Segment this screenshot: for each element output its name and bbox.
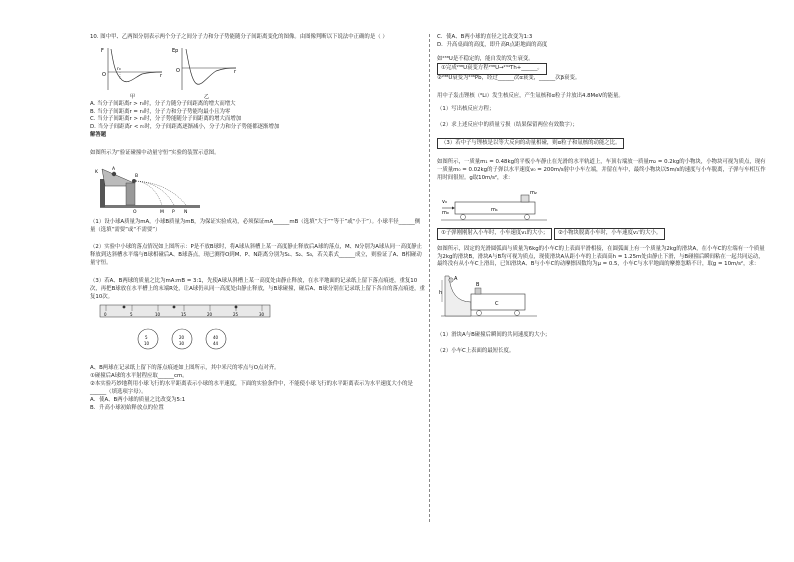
bullet-label-m0: m₀ [442, 209, 449, 216]
fusion-question-1: （1）写出核反应方程； [437, 105, 495, 112]
column-divider [429, 34, 430, 522]
fusion-intro: 用中子轰击锂核（⁶Li）发生核反应，产生氚核和α粒子并放出4.8MeV的能量。 [437, 93, 624, 100]
q10-option-a: A. 当分子间距离r > r₀时，分子力随分子间距离的增大而增大 [90, 100, 236, 107]
exp-label-O: O [133, 209, 137, 213]
dial-number-30: 30 [179, 341, 185, 347]
ruler-label-30: 30 [259, 312, 265, 318]
ruler-label-15: 15 [181, 312, 187, 318]
exp-label-P: P [172, 209, 175, 213]
graph-jia-label: 甲 [130, 93, 136, 100]
exp-question-4b: ②本实验巧妙地利用小球飞行的水平距离表示小球的水平速度，下面的实验条件中，不能使小球飞行的水平距离表示为水平速度大小的是______（填选项字母）。 [90, 381, 413, 395]
exp-question-4a: ①碰撞后A球的水平射程应取______cm。 [90, 373, 188, 380]
fusion-question-3: （3）若中子与锂核是以等大反向的动量相碰，则α粒子和氚核的动能之比。 [437, 138, 624, 150]
bullet-cart-figure [439, 186, 549, 226]
molecule-force-graphs [96, 44, 246, 100]
exp-question-3: （3）若A、B两球的质量之比为mA:mB = 3:1，先使A球从斜槽上某一高度处由静止释放，在水平地面的记录纸上留下落点痕迹，重复10次，再把B球放在水平槽上的末端R处，让A球仍从同一高度处由静止释放，与B球碰撞，碰后A、B球分别在记录纸上留下各自的落点痕迹，重复10次。 [90, 277, 425, 300]
dial-number-5: 5 [145, 335, 148, 341]
decay-question-1: ①完成²³⁸U衰变方程²³⁸U→²³⁴Th+______。 [437, 63, 547, 75]
ruler-label-20: 20 [207, 312, 213, 318]
decay-intro: 如²³⁸U是不稳定的，能自发的发生衰变。 [437, 55, 534, 62]
dial-number-10: 10 [144, 341, 150, 347]
bullet-label-m2: m₂ [530, 189, 537, 196]
exp-question-1: （1）设小球A质量为mA，小球B质量为mB，为保证实验成功，必须保证mA______mB（选填“大于”“等于”或“小于”）。小球半径______侧量（选填“需要”或“不需要”） [90, 218, 421, 233]
exp-question-4-option-a: A．使A、B两小球的质量之比改变为5:1 [90, 396, 186, 403]
right-column [437, 34, 767, 356]
slide-problem-stem: 如图所示，固定的光滑圆弧面与质量为6kg的小车C的上表面平滑相接，在圆弧面上有一个质量为2kg的滑块A，在小车C的左端有一个质量为2kg的滑块B，滑块A与B均可视为质点，现使滑块A从距小车的上表面高h = 1.25m处由静止下滑，与B碰撞后瞬间粘在一起共同运动，最终没有从小车C上滑出，已知滑块A、B与小车C的动摩擦因数均为μ = 0.5，小车C与水平地面的摩擦忽略不计，取g = 10m/s²，求： [437, 245, 765, 268]
bullet-question-2: ②小物块脱离小车时，小车速度v₁'的大小。 [554, 228, 665, 240]
arc-slide-figure [439, 272, 539, 322]
slide-label-C: C [495, 301, 499, 308]
graph-yi [172, 48, 237, 100]
cont-option-d: D．升高桌面的高度，即升高R点距地面的高度 [437, 41, 548, 48]
experiment-intro: 如图所示为“验证碰撞中动量守恒”实验的装置示意图。 [90, 149, 220, 156]
ruler-label-10: 10 [155, 312, 161, 318]
left-column [90, 34, 425, 412]
q10-option-d: D. 当分子间距离r < r₀时，分子间距离逐渐减小，分子力和分子势能都逐渐增加 [90, 124, 280, 131]
exp-label-B: B [135, 173, 139, 179]
slide-label-A: A [454, 276, 458, 283]
exp-question-4-option-b: B．升高小球初始释放点的位置 [90, 404, 164, 411]
ruler-label-5: 5 [130, 312, 133, 318]
q10-stem: 10. 图中甲、乙两图分别表示两个分子之间分子力和分子势能随分子间距离变化的图像。由图像判断以下说法中正确的是（ ） [90, 34, 388, 40]
dial-number-20: 20 [179, 335, 185, 341]
decay-question-2: ②²³⁸U衰变为²⁰⁶Pb，经过______次α衰变，______次β衰变。 [437, 75, 581, 82]
graph-yi-O: O [176, 67, 180, 74]
exp-label-M: M [160, 209, 164, 213]
dial-number-40: 40 [213, 335, 219, 341]
ruler-label-0: 0 [104, 312, 107, 318]
graph-jia [101, 48, 163, 100]
graph-yi-label: 乙 [204, 93, 210, 100]
exp-label-K: K [95, 169, 98, 175]
dial-number-44: 44 [213, 341, 219, 347]
graph-jia-r0: r₀ [117, 66, 121, 72]
collision-apparatus-figure [94, 161, 204, 213]
ruler-label-25: 25 [233, 312, 239, 318]
bullet-label-v0: v₀ [442, 198, 447, 205]
slide-label-B: B [476, 282, 480, 289]
slide-label-h: h [439, 290, 443, 297]
bullet-label-m1: m₁ [491, 206, 498, 213]
slide-question-1: （1）滑块A与B碰撞后瞬间的共同速度的大小； [437, 332, 551, 339]
graph-yi-r: r [234, 68, 237, 75]
q10-option-c: C. 当分子间距离r > r₀时，分子势能随分子间距离的增大而增加 [90, 116, 242, 123]
exp-label-A: A [112, 166, 116, 172]
q10-option-b: B. 当分子间距离r = r₀时，分子力和分子势能均最小且为零 [90, 108, 231, 115]
exp-label-N: N [184, 209, 188, 213]
exp-question-2: （2）实验中小球的落点情况如上图所示：P是不放B球时，将A球从斜槽上某一高度静止释放后A球的落点，M、N分别为A球从同一高度静止释放到达斜槽水平端与B球相碰后A、B球落点，现已测得O到M、P、N距离分别为S₁、S₂、S₃，若关系式______成立，则验证了A、B相碰动量守恒。 [90, 244, 423, 267]
bullet-question-1: ①子弹刚刚射入小车时，小车速度v₁的大小； [437, 228, 552, 240]
fusion-question-2: （2）求上述反应中的质量亏损（结果保留两位有效数字）； [437, 121, 578, 128]
section-title: 解答题 [90, 132, 107, 139]
cont-option-c: C．使A、B两小球的直径之比改变为1:3 [437, 34, 533, 40]
graph-jia-r: r [160, 72, 163, 79]
exp-question-4: A、B两球在记录纸上留下的落点痕迹如上图所示，其中米尺的零点与O点对齐。 [90, 365, 280, 372]
ruler-and-dials-figure [96, 303, 276, 363]
slide-question-2: （2）小车C上表面的最短长度。 [437, 348, 515, 355]
graph-jia-F: F [101, 47, 104, 54]
bullet-problem-stem: 如图所示，一质量m₁ = 0.48kg的平板小车静止在光滑的水平轨道上，车顶右端放一质量m₂ = 0.2kg的小物块，小物块可视为质点，现有一质量m₀ = 0.02kg的子弹以水平速度v₀ = 200m/s射中小车左端，并留在车中，最终小物块以5m/s的速度与小车脱离，子弹与车相互作用时间很短。g取10m/s²，求： [437, 159, 766, 182]
graph-jia-O: O [102, 71, 106, 78]
graph-yi-Ep: Ep [172, 47, 179, 54]
